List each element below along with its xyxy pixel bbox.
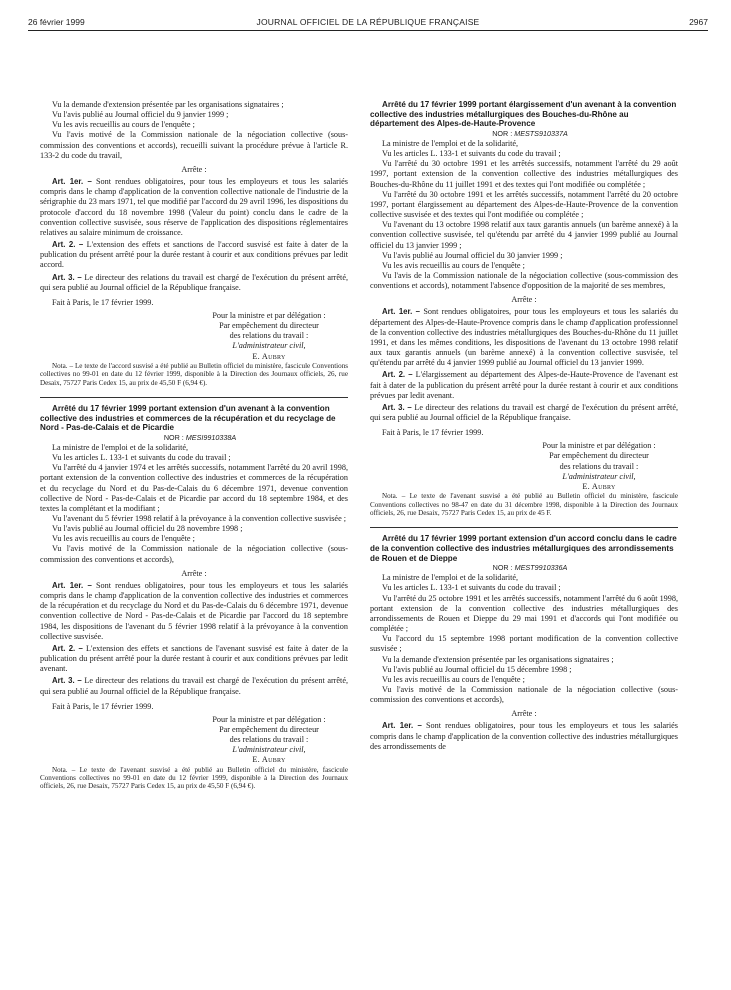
signed-place-date: Fait à Paris, le 17 février 1999.: [52, 701, 154, 711]
arrete-heading: Arrête :: [181, 164, 207, 174]
article-number: Art. 1er. –: [52, 580, 92, 590]
signature-name: E. Aubry: [252, 351, 286, 361]
nor-label: NOR :: [492, 563, 513, 573]
signature-block: [520, 441, 678, 492]
article-1: [40, 177, 348, 238]
vu-paragraph: Vu l'arrêté du 25 octobre 1991 et les arrêtés successifs, notamment l'arrêté du 6 août 1998, portant extension de la convention collective des industries métallurgiques des arrondissements de Rouen et Dieppe du 29 mai 1991 et d'accords qui l'ont modifiée ou complétée ;: [370, 593, 678, 634]
nota-note: Nota. – Le texte de l'avenant susvisé a été publié au Bulletin officiel du ministère, fascicule Conventions collectives no 98-47 en date du 31 décembre 1998, disponible à la Direction des Journaux officiels, 26, rue Desaix, 75727 Paris Cedex 15, au prix de 45 F.: [370, 492, 678, 517]
decree-separator: [370, 527, 678, 528]
nor-reference: [370, 129, 678, 139]
vu-paragraph: Vu les avis recueillis au cours de l'enquête ;: [382, 260, 525, 270]
vu-paragraph: Vu l'accord du 15 septembre 1998 portant modification de la convention collective susvisée ;: [370, 634, 678, 654]
signature-line: Pour la ministre et par délégation :: [212, 714, 326, 724]
vu-paragraph: Vu les avis recueillis au cours de l'enquête ;: [52, 120, 195, 130]
nor-code: MESTS910337A: [514, 128, 568, 138]
nor-label: NOR :: [492, 128, 513, 138]
decree-separator: [40, 397, 348, 398]
article-1: [370, 721, 678, 751]
article-text: Le directeur des relations du travail est chargé de l'exécution du présent arrêté, qui sera publié au Journal officiel de la République française.: [40, 272, 348, 292]
signature-role: L'administrateur civil,: [232, 745, 306, 755]
decree-title: Arrêté du 17 février 1999 portant extension d'un accord conclu dans le cadre de la convention collective des industries métallurgiques des arrondissements de Rouen et de Dieppe: [370, 534, 677, 563]
signed-place-date: Fait à Paris, le 17 février 1999.: [382, 428, 484, 438]
vu-paragraph: Vu les articles L. 133-1 et suivants du code du travail ;: [382, 583, 561, 593]
signature-block: [190, 311, 348, 362]
nor-reference: [370, 563, 678, 573]
article-text: Sont rendues obligatoires, pour tous les employeurs et tous les salariés du département des Alpes-de-Haute-Provence compris dans le champ d'application professionnel de la convention collective des industries métallurgiques des Bouches-du-Rhône du 11 juillet 1991, et dans les mêmes conditions, les dispositions de l'avenant du 13 octobre 1998 relatif aux taux garantis annuels (un barème annexé) à la convention collective susvisée, tel qu'étendu par arrêté du 4 janvier 1999 publié au Journal officiel du 13 janvier 1999.: [370, 307, 679, 368]
nor-code: MEST9910336A: [514, 563, 568, 573]
article-2: [370, 370, 678, 400]
vu-paragraph: Vu l'avis publié au Journal officiel du 15 décembre 1998 ;: [382, 664, 572, 674]
signature-line: Pour la ministre et par délégation :: [212, 310, 326, 320]
vu-paragraph: Vu l'avenant du 13 octobre 1998 relatif aux taux garantis annuels (un barème annexé) à la convention collective susvisée, tel qu'étendu par arrêté du 4 janvier 1999 publié au Journal officiel du 13 janvier 1999 ;: [370, 220, 678, 250]
article-3: [370, 403, 678, 423]
article-text: Le directeur des relations du travail est chargé de l'exécution du présent arrêté, qui sera publié au Journal officiel de la République française.: [40, 676, 348, 696]
decree-title: Arrêté du 17 février 1999 portant extension d'un avenant à la convention collective des industries et commerces de la récupération et du recyclage de Nord - Pas-de-Calais et de Picardie: [40, 403, 336, 433]
vu-paragraph: Vu l'avenant du 5 février 1998 relatif à la prévoyance à la convention collective susvisée ;: [52, 514, 347, 523]
nota-note: Nota. – Le texte de l'avenant susvisé a été publié au Bulletin officiel du ministère, fascicule Conventions collectives no 99-01 en date du 12 février 1999, disponible à la Direction des Journaux officiels, 26, rue Desaix, 75727 Paris Cedex 15, au prix de 45,50 F (6,94 €).: [40, 765, 348, 791]
vu-paragraph: Vu les avis recueillis au cours de l'enquête ;: [52, 534, 195, 544]
signature-line: Pour la ministre et par délégation :: [542, 441, 656, 451]
article-1: [40, 581, 348, 642]
article-text: L'élargissement au département des Alpes-de-Haute-Provence de l'avenant est fait à dater de la publication du présent arrêté pour la durée restant à courir et aux conditions prévues par ledit avenant.: [370, 370, 678, 400]
article-number: Art. 3. –: [52, 272, 82, 282]
page-header: [28, 14, 708, 30]
arrete-heading: Arrête :: [181, 568, 207, 578]
signed-place-date: Fait à Paris, le 17 février 1999.: [52, 297, 154, 307]
vu-paragraph: Vu l'avis motivé de la Commission nationale de la négociation collective (sous-commission des conventions et accords),: [370, 684, 678, 705]
signature-name: E. Aubry: [252, 755, 286, 765]
article-text: Le directeur des relations du travail est chargé de l'exécution du présent arrêté, qui sera publié au Journal officiel de la République française.: [370, 402, 678, 422]
arrete-heading: Arrête :: [511, 709, 537, 719]
article-3: [40, 273, 348, 293]
article-number: Art. 2. –: [382, 370, 413, 380]
signature-block: [190, 715, 348, 766]
vu-paragraph: Vu l'arrêté du 30 octobre 1991 et les arrêtés successifs, notamment l'arrêté du 29 août 1997, portant extension de la convention collective des industries métallurgiques des Bouches-du-Rhône du 11 juillet 1991 et des textes qui l'ont modifiée ou complétée ;: [370, 159, 678, 189]
header-date: 26 février 1999: [28, 17, 85, 27]
nor-reference: [40, 433, 348, 443]
journal-title: JOURNAL OFFICIEL DE LA RÉPUBLIQUE FRANÇAISE: [256, 17, 480, 27]
signature-line: des relations du travail :: [229, 331, 309, 341]
article-text: L'extension des effets et sanctions de l'avenant susvisé est faite à dater de la publication du présent arrêté pour la durée restant à courir et aux conditions prévues par ledit avenant.: [40, 643, 348, 674]
vu-paragraph: Vu la demande d'extension présentée par les organisations signataires ;: [52, 100, 284, 109]
vu-paragraph: Vu l'arrêté du 4 janvier 1974 et les arrêtés successifs, notamment l'arrêté du 20 avril 1998, portant extension de la convention collective des industries et commerces de la récupération et du recyclage du Nord et du Pas-de-Calais du 6 décembre 1971, devenue convention collective de Nord - Pas-de-Calais et de Picardie par accord du 18 septembre 1984, et des textes la complétant et la modifiant ;: [40, 463, 348, 513]
article-text: Sont rendues obligatoires, pour tous les employeurs et tous les salariés compris dans le champ d'application de la convention collective des industries métallurgiques des arrondissements de: [370, 721, 678, 751]
article-2: [40, 240, 348, 270]
nota-note: Nota. – Le texte de l'accord susvisé a été publié au Bulletin officiel du ministère, fascicule Conventions collectives no 99-01 en date du 12 février 1999, disponible à la Direction des Journaux officiels, 26, rue Desaix, 75727 Paris Cedex 15, au prix de 45,50 F (6,94 €).: [40, 361, 348, 387]
vu-paragraph: Vu l'avis publié au Journal officiel du 30 janvier 1999 ;: [382, 250, 563, 260]
signature-line: Par empêchement du directeur: [219, 724, 319, 734]
vu-paragraph: Vu l'avis publié au Journal officiel du 28 novembre 1998 ;: [52, 524, 243, 534]
header-rule: [28, 30, 708, 31]
article-3: [40, 676, 348, 696]
article-number: Art. 2. –: [52, 240, 84, 250]
vu-paragraph: La ministre de l'emploi et de la solidarité,: [382, 573, 519, 583]
article-2: [40, 644, 348, 674]
vu-paragraph: Vu l'avis motivé de la Commission nationale de la négociation collective (sous-commission des conventions et accords),: [40, 544, 348, 564]
vu-paragraph: Vu les avis recueillis au cours de l'enquête ;: [382, 674, 525, 684]
article-1: [370, 307, 678, 368]
page-number: 2967: [689, 17, 708, 27]
article-text: L'extension des effets et sanctions de l'accord susvisé est faite à dater de la publication du présent arrêté pour la durée restant à courir et aux conditions prévues par ledit accord.: [40, 240, 348, 270]
vu-paragraph: Vu l'arrêté du 30 octobre 1991 et les arrêtés successifs, notamment l'arrêté du 20 octobre 1997, portant élargissement au département des Alpes-de-Haute-Provence de la convention collective susvisée et des textes qui l'ont modifiée ou complétée ;: [370, 189, 678, 220]
nor-code: MESI9910338A: [185, 432, 237, 442]
arrete-heading: Arrête :: [511, 295, 537, 305]
vu-paragraph: Vu l'avis motivé de la Commission nationale de la négociation collective (sous-commission des conventions et accords), recueilli suivant la procédure prévue à l'article R. 133-2 du code du travail,: [40, 130, 348, 160]
right-column: [370, 100, 678, 752]
decree-title: Arrêté du 17 février 1999 portant élargissement d'un avenant à la convention collective des industries métallurgiques des Bouches-du-Rhône au département des Alpes-de-Haute-Provence: [370, 100, 677, 129]
article-number: Art. 1er. –: [382, 307, 421, 317]
vu-paragraph: La ministre de l'emploi et de la solidarité,: [382, 138, 519, 148]
article-text: Sont rendues obligatoires, pour tous les employeurs et tous les salariés compris dans le champ d'application de la convention collective nationale de l'industrie de la sérigraphie du 23 mars 1971, tel que modifié par l'accord du 29 avril 1996, les dispositions du protocole d'accord du 18 novembre 1998 (Valeur du point) conclu dans le cadre de la convention collective susvisée, sous réserve de l'application des dispositions réglementaires relatives au salaire minimum de croissance.: [40, 177, 348, 237]
article-number: Art. 1er. –: [382, 721, 422, 731]
vu-paragraph: Vu les articles L. 133-1 et suivants du code du travail ;: [52, 453, 231, 463]
vu-paragraph: Vu l'avis de la Commission nationale de la négociation collective (sous-commission des conventions et accords), notamment l'absence d'opposition de la majorité de ses membres,: [370, 270, 678, 291]
article-number: Art. 3. –: [382, 402, 412, 412]
left-column: [40, 100, 348, 791]
vu-paragraph: Vu les articles L. 133-1 et suivants du code du travail ;: [382, 149, 561, 159]
signature-line: des relations du travail :: [559, 461, 639, 471]
vu-paragraph: Vu l'avis publié au Journal officiel du 9 janvier 1999 ;: [52, 110, 229, 120]
vu-paragraph: Vu la demande d'extension présentée par les organisations signataires ;: [382, 654, 614, 664]
vu-paragraph: La ministre de l'emploi et de la solidarité,: [52, 442, 189, 452]
nor-label: NOR :: [163, 432, 184, 442]
signature-name: E. Aubry: [582, 481, 616, 491]
article-number: Art. 3. –: [52, 676, 82, 686]
signature-role: L'administrateur civil,: [232, 341, 306, 351]
signature-role: L'administrateur civil,: [562, 471, 636, 481]
article-text: Sont rendues obligatoires, pour tous les employeurs et tous les salariés compris dans le champ d'application de la convention collective des industries et commerces de la récupération et du recyclage du Nord et du Pas-de-Calais du 6 décembre 1971, devenue convention collective de Nord - Pas-de-Calais et de Picardie par l'accord du 18 septembre 1984, les dispositions de l'avenant du 5 février 1998 relatif à la prévoyance à la convention collective susvisée.: [40, 580, 348, 641]
signature-line: Par empêchement du directeur: [219, 321, 319, 331]
article-number: Art. 1er. –: [52, 177, 92, 187]
article-number: Art. 2. –: [52, 643, 83, 653]
signature-line: Par empêchement du directeur: [549, 451, 649, 461]
signature-line: des relations du travail :: [229, 735, 309, 745]
